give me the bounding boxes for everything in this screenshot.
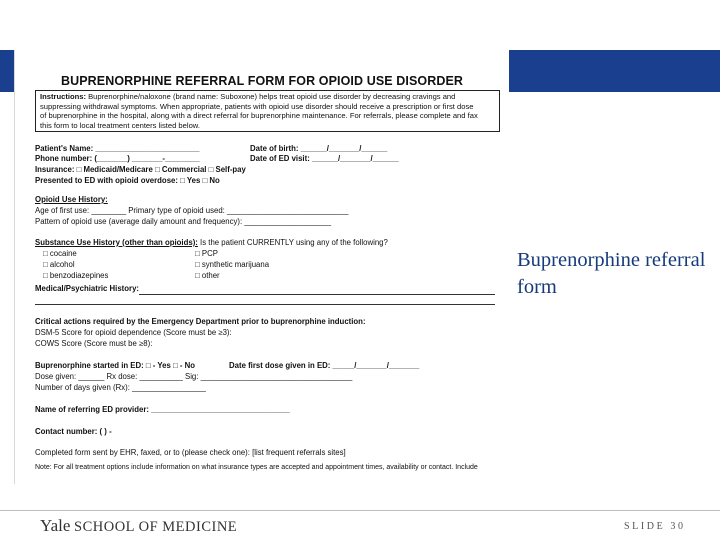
substance-pcp: □ PCP (195, 249, 218, 258)
form-note: Note: For all treatment options include information on what insurance types are accepted and appointment times, availability or contact. Include (35, 464, 478, 471)
first-dose-date-field: Date first dose given in ED: _____/_______/_______ (229, 361, 420, 370)
ed-visit-field: Date of ED visit: ______/_______/______ (250, 154, 399, 163)
substance-other: □ other (195, 271, 220, 280)
top-white-band (0, 0, 720, 50)
med-psych-history-label: Medical/Psychiatric History: (35, 284, 139, 293)
instructions-line-2: suppressing withdrawal symptoms. When appropriate, patients with opioid use disorder should receive a prescription or first dose (40, 101, 474, 111)
days-given-field: Number of days given (Rx): _________________ (35, 383, 206, 392)
substance-synthetic-marijuana: □ synthetic marijuana (195, 260, 270, 269)
contact-number-field: Contact number: ( ) - (35, 427, 112, 436)
referral-form-image (14, 50, 509, 484)
instructions-line-3: of buprenorphine in the hospital, along with a direct referral for buprenorphine maintenance. For referrals, please complete and fax (40, 111, 478, 121)
substance-benzodiazepines: □ benzodiazepines (43, 271, 109, 280)
age-first-use-field: Age of first use: ________ Primary type of opioid used: ____________________________ (35, 206, 349, 215)
slide-number: SLIDE 30 (624, 521, 686, 532)
dose-given-field: Dose given: ______ Rx dose: __________ Sig: ___________________________________ (35, 372, 353, 381)
med-psych-line-1 (139, 294, 495, 295)
pattern-field: Pattern of opioid use (average daily amount and frequency): ____________________ (35, 217, 332, 226)
slide-caption: Buprenorphine referral form (517, 249, 706, 298)
bup-started-field: Buprenorphine started in ED: □ - Yes □ - No (35, 361, 196, 370)
critical-actions-heading: Critical actions required by the Emergency Department prior to buprenorphine induction: (35, 317, 366, 326)
instructions-box (35, 90, 500, 132)
substance-cocaine: □ cocaine (43, 249, 77, 258)
dob-field: Date of birth: ______/_______/______ (250, 144, 388, 153)
cows-score-field: COWS Score (Score must be ≥8): (35, 339, 153, 348)
substance-heading: Substance Use History (other than opioids): Is the patient CURRENTLY using any of the following? (35, 238, 388, 247)
instructions-line-1: Instructions: Buprenorphine/naloxone (brand name: Suboxone) helps treat opioid use disorder by decreasing cravings and (40, 92, 456, 101)
dsm-score-field: DSM-5 Score for opioid dependence (Score must be ≥3): (35, 328, 232, 337)
instructions-label: Instructions: (40, 92, 86, 101)
footer-divider (0, 510, 720, 511)
med-psych-line-2 (35, 304, 495, 305)
substance-alcohol: □ alcohol (43, 260, 75, 269)
referring-provider-field: Name of referring ED provider: ________________________________ (35, 405, 290, 414)
completed-form-field: Completed form sent by EHR, faxed, or to (please check one): [list frequent referrals sites] (35, 448, 346, 457)
overdose-field: Presented to ED with opioid overdose: □ Yes □ No (35, 176, 220, 185)
patient-name-field: Patient's Name: ________________________ (35, 144, 200, 153)
yale-school-of-medicine-logo (40, 516, 237, 536)
instructions-line-4: this form to local treatment centers listed below. (40, 120, 200, 130)
phone-field: Phone number: (_______) _______-________ (35, 154, 200, 163)
logo-school: SCHOOL OF MEDICINE (74, 519, 238, 535)
opioid-history-heading: Opioid Use History: (35, 195, 108, 204)
form-title: BUPRENORPHINE REFERRAL FORM FOR OPIOID USE DISORDER (60, 74, 464, 88)
insurance-field: Insurance: □ Medicaid/Medicare □ Commercial □ Self-pay (35, 165, 246, 174)
logo-yale: Yale (40, 516, 71, 535)
